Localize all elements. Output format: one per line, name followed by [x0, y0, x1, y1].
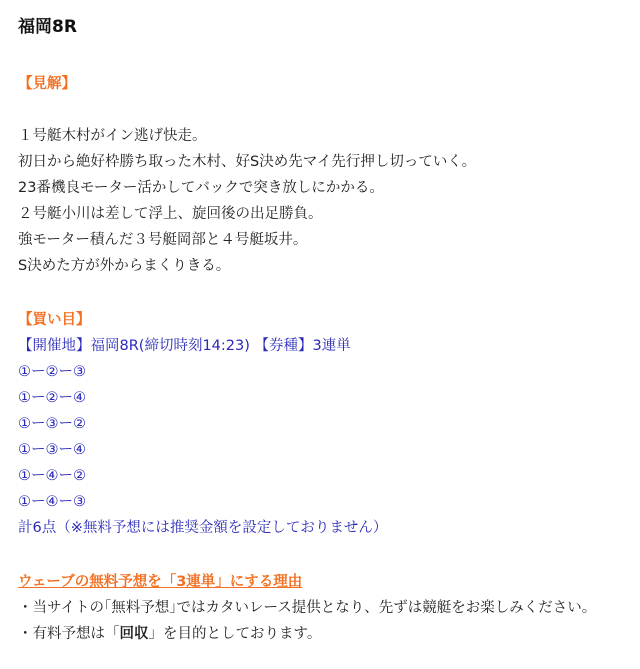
reason-line-prefix: ・有料予想は「 [18, 626, 120, 642]
reason-line-suffix: 」を目的としております。 [148, 626, 322, 642]
bet-combination: ①ー③ー④ [18, 442, 86, 458]
bet-combination: ①ー③ー② [18, 416, 86, 432]
view-line: １号艇木村がイン逃げ快走。 [18, 128, 207, 144]
page-title: 福岡8R [18, 17, 77, 37]
reason-line: ・当サイトの｢無料予想｣ではカタいレース提供となり、先ずは競艇をお楽しみください。 [18, 600, 597, 616]
view-line: 強モーター積んだ３号艇岡部と４号艇坂井。 [18, 232, 308, 248]
bet-info: 【開催地】福岡8R(締切時刻14:23) 【券種】3連単 [18, 338, 351, 354]
view-heading: 【見解】 [18, 76, 76, 92]
reason-line [18, 624, 321, 644]
reason-heading: ウェーブの無料予想を「3連単」にする理由 [18, 574, 303, 590]
reason-line-emphasis: 回収 [119, 626, 149, 642]
bet-combination: ①ー②ー③ [18, 364, 86, 380]
bet-combination: ①ー④ー③ [18, 494, 86, 510]
view-line: ２号艇小川は差して浮上、旋回後の出足勝負。 [18, 206, 323, 222]
bets-heading: 【買い目】 [18, 312, 91, 328]
bet-combination: ①ー④ー② [18, 468, 86, 484]
view-line: S決めた方が外からまくりきる。 [18, 258, 231, 274]
view-line: 23番機良モーター活かしてバックで突き放しにかかる。 [18, 180, 384, 196]
bet-total: 計6点（※無料予想には推奨金額を設定しておりません） [18, 520, 388, 536]
bet-combination: ①ー②ー④ [18, 390, 86, 406]
view-line: 初日から絶好枠勝ち取った木村、好S決め先マイ先行押し切っていく。 [18, 154, 477, 170]
